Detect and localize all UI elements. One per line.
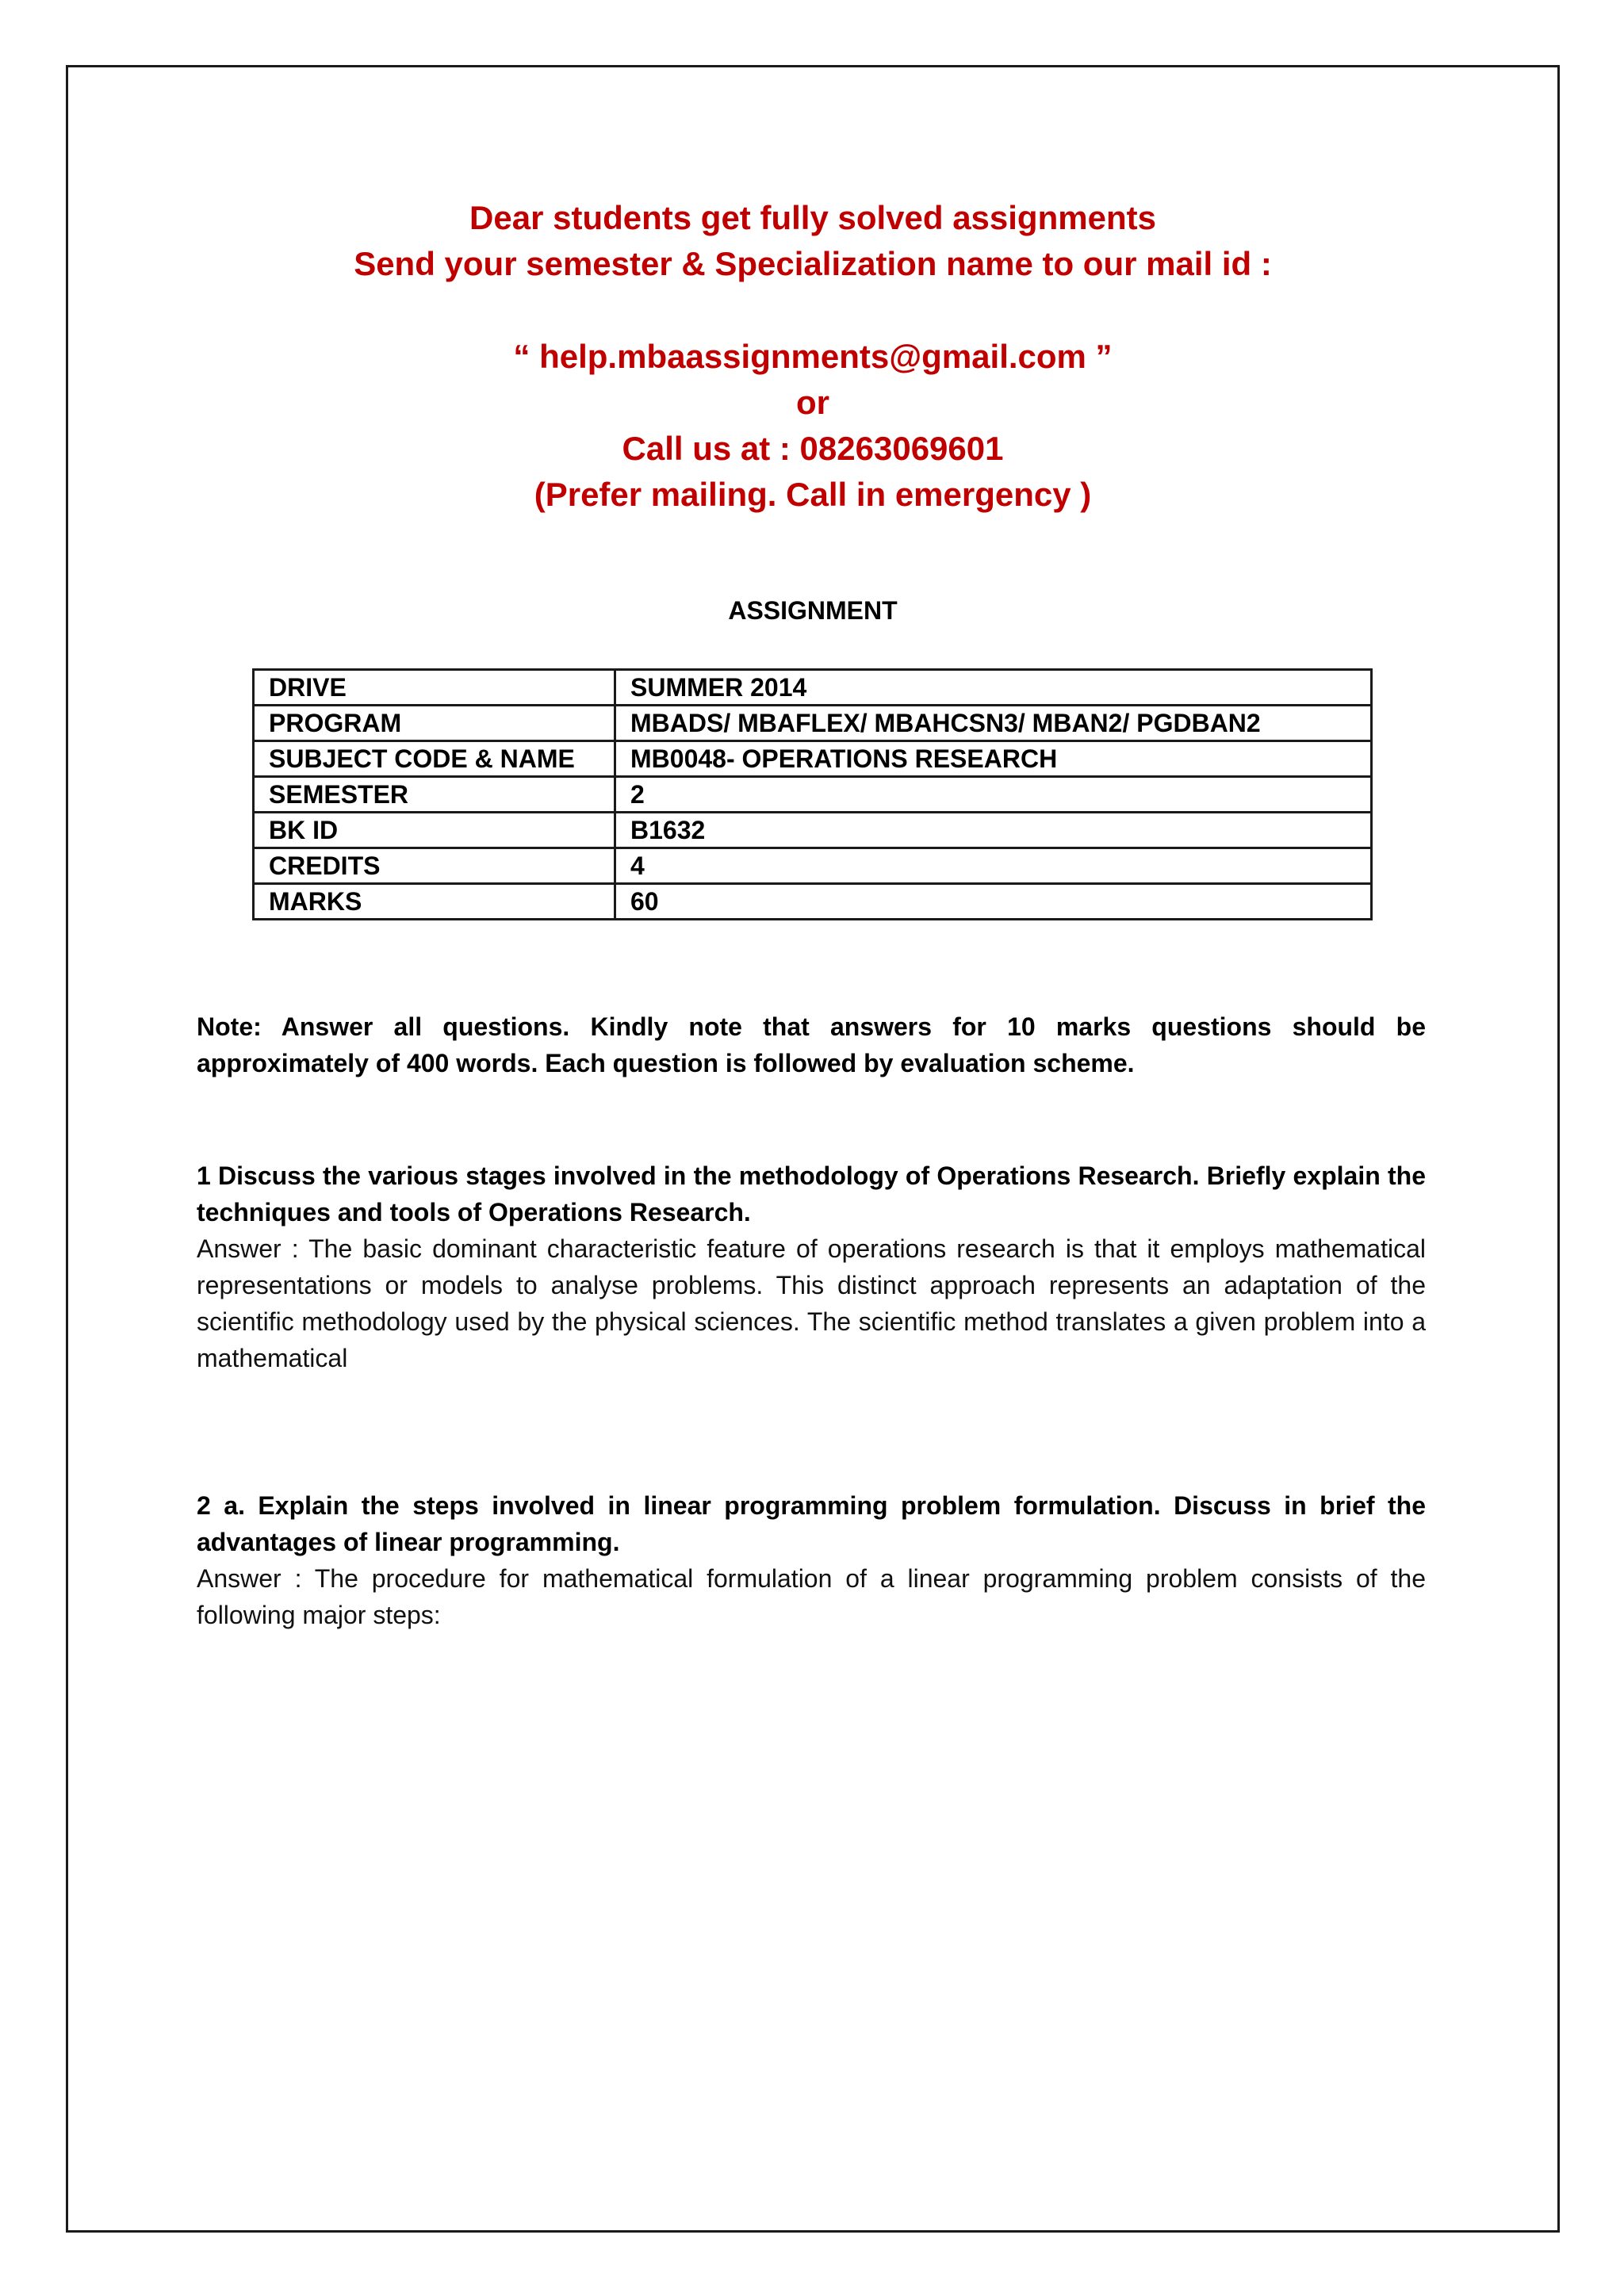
promo-phone: Call us at : 08263069601 — [622, 430, 1004, 467]
row-label: BK ID — [254, 813, 615, 848]
row-value: 2 — [615, 777, 1372, 813]
instructions-note: Note: Answer all questions. Kindly note that answers for 10 marks questions should be approximately of 400 words. Each question is followed by evaluation scheme. — [197, 1012, 1426, 1077]
table-row — [254, 670, 1372, 706]
table-row — [254, 741, 1372, 777]
table-row — [254, 813, 1372, 848]
table-row — [254, 848, 1372, 884]
promo-line-2: Send your semester & Specialization name to our mail id : — [354, 245, 1272, 282]
table-row — [254, 884, 1372, 920]
row-label: SEMESTER — [254, 777, 615, 813]
row-label: CREDITS — [254, 848, 615, 884]
row-label: SUBJECT CODE & NAME — [254, 741, 615, 777]
question-text: 2 a. Explain the steps involved in linear programming problem formulation. Discuss in brief the advantages of linear programming. — [197, 1491, 1426, 1556]
row-label: PROGRAM — [254, 706, 615, 741]
row-value: 60 — [615, 884, 1372, 920]
assignment-info-table — [252, 668, 1373, 920]
promo-or: or — [796, 384, 829, 421]
row-value: MBADS/ MBAFLEX/ MBAHCSN3/ MBAN2/ PGDBAN2 — [615, 706, 1372, 741]
row-label: MARKS — [254, 884, 615, 920]
answer-text: Answer : The basic dominant characteristic feature of operations research is that it employs mathematical representations or models to analyse problems. This distinct approach represents an adaptation of the scientific methodology used by the physical sciences. The scientific method translates a given problem into a mathematical — [197, 1234, 1426, 1372]
promo-header — [66, 195, 1560, 287]
question-text: 1 Discuss the various stages involved in the methodology of Operations Research. Briefly explain the techniques and tools of Operations Research. — [197, 1161, 1426, 1226]
promo-email: “ help.mbaassignments@gmail.com ” — [513, 338, 1113, 375]
assignment-heading: ASSIGNMENT — [728, 596, 898, 625]
promo-preference: (Prefer mailing. Call in emergency ) — [534, 476, 1092, 513]
row-value: SUMMER 2014 — [615, 670, 1372, 706]
answer-text: Answer : The procedure for mathematical formulation of a linear programming problem consists of the following major steps: — [197, 1564, 1426, 1629]
table-row — [254, 777, 1372, 813]
row-value: 4 — [615, 848, 1372, 884]
row-value: MB0048- OPERATIONS RESEARCH — [615, 741, 1372, 777]
row-value: B1632 — [615, 813, 1372, 848]
promo-contact — [66, 334, 1560, 518]
question-block-1 — [197, 1158, 1426, 1376]
question-block-2 — [197, 1487, 1426, 1633]
table-row — [254, 706, 1372, 741]
row-label: DRIVE — [254, 670, 615, 706]
promo-line-1: Dear students get fully solved assignments — [469, 199, 1156, 236]
